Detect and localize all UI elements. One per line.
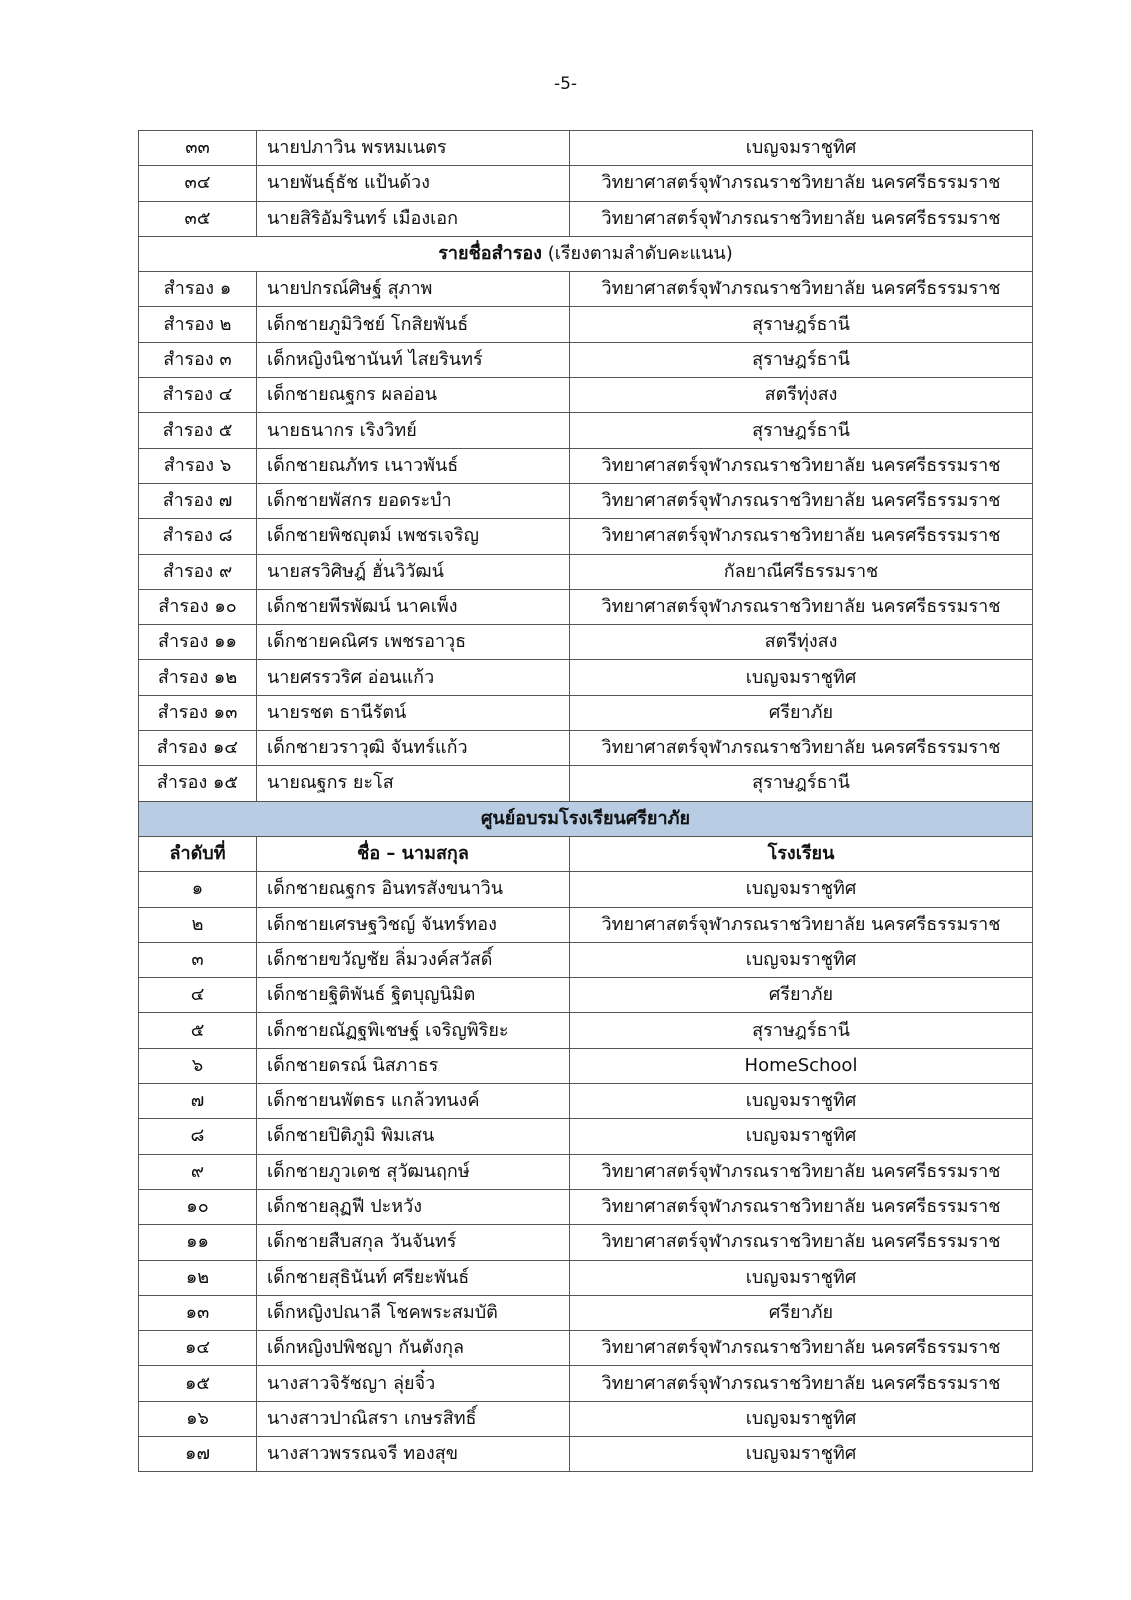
row-number: ๑๓ — [139, 1295, 257, 1330]
column-header-number: ลำดับที่ — [139, 836, 257, 871]
table-row — [139, 907, 1033, 942]
student-name: เด็กชายคณิศร เพชรอาวุธ — [257, 625, 570, 660]
table-row — [139, 942, 1033, 977]
school-name: วิทยาศาสตร์จุฬาภรณราชวิทยาลัย นครศรีธรรมราช — [570, 907, 1033, 942]
student-name: นายสรวิศิษฎ์ ฮั่นวิวัฒน์ — [257, 554, 570, 589]
row-number: สำรอง ๓ — [139, 342, 257, 377]
table-row — [139, 131, 1033, 166]
table-row — [139, 1154, 1033, 1189]
school-name: เบญจมราชูทิศ — [570, 1260, 1033, 1295]
reserve-heading-title: รายชื่อสำรอง — [438, 243, 542, 265]
school-name: ศรียาภัย — [570, 978, 1033, 1013]
row-number: ๓๓ — [139, 131, 257, 166]
student-name: เด็กหญิงปณาลี โชคพระสมบัติ — [257, 1295, 570, 1330]
table-row — [139, 589, 1033, 624]
school-name: วิทยาศาสตร์จุฬาภรณราชวิทยาลัย นครศรีธรรมราช — [570, 448, 1033, 483]
reserve-heading — [139, 236, 1033, 271]
row-number: สำรอง ๑๑ — [139, 625, 257, 660]
row-number: สำรอง ๖ — [139, 448, 257, 483]
student-roster-table — [138, 130, 1033, 1472]
row-number: ๑๒ — [139, 1260, 257, 1295]
school-name: วิทยาศาสตร์จุฬาภรณราชวิทยาลัย นครศรีธรรมราช — [570, 272, 1033, 307]
school-name: วิทยาศาสตร์จุฬาภรณราชวิทยาลัย นครศรีธรรมราช — [570, 201, 1033, 236]
column-header-school: โรงเรียน — [570, 836, 1033, 871]
row-number: ๗ — [139, 1084, 257, 1119]
table-row — [139, 1225, 1033, 1260]
school-name: สตรีทุ่งสง — [570, 625, 1033, 660]
school-name: เบญจมราชูทิศ — [570, 872, 1033, 907]
row-number: ๓๕ — [139, 201, 257, 236]
row-number: ๒ — [139, 907, 257, 942]
school-name: สุราษฎร์ธานี — [570, 413, 1033, 448]
school-name: เบญจมราชูทิศ — [570, 1084, 1033, 1119]
table-row — [139, 731, 1033, 766]
school-name: ศรียาภัย — [570, 695, 1033, 730]
student-name: เด็กชายนพัตธร แกล้วทนงค์ — [257, 1084, 570, 1119]
table-row — [139, 1331, 1033, 1366]
student-name: เด็กหญิงนิชานันท์ ไสยรินทร์ — [257, 342, 570, 377]
school-name: เบญจมราชูทิศ — [570, 660, 1033, 695]
row-number: สำรอง ๑ — [139, 272, 257, 307]
roster-body — [139, 131, 1033, 1472]
row-number: ๑๐ — [139, 1189, 257, 1224]
school-name: วิทยาศาสตร์จุฬาภรณราชวิทยาลัย นครศรีธรรมราช — [570, 1331, 1033, 1366]
row-number: สำรอง ๑๕ — [139, 766, 257, 801]
school-name: สุราษฎร์ธานี — [570, 307, 1033, 342]
student-name: เด็กชายสุธินันท์ ศรียะพันธ์ — [257, 1260, 570, 1295]
student-name: เด็กชายปิติภูมิ พิมเสน — [257, 1119, 570, 1154]
school-name: สุราษฎร์ธานี — [570, 342, 1033, 377]
table-row — [139, 413, 1033, 448]
student-name: นายณฐกร ยะโส — [257, 766, 570, 801]
school-name: สุราษฎร์ธานี — [570, 766, 1033, 801]
table-row — [139, 307, 1033, 342]
table-row — [139, 1436, 1033, 1471]
student-name: เด็กชายณฐกร อินทรสังขนาวิน — [257, 872, 570, 907]
row-number: สำรอง ๒ — [139, 307, 257, 342]
row-number: ๓๔ — [139, 166, 257, 201]
row-number: ๑๖ — [139, 1401, 257, 1436]
student-name: เด็กชายภูมิวิชย์ โกสิยพันธ์ — [257, 307, 570, 342]
table-row — [139, 1401, 1033, 1436]
student-name: เด็กชายดรณ์ นิสภาธร — [257, 1048, 570, 1083]
row-number: สำรอง ๑๒ — [139, 660, 257, 695]
table-row — [139, 483, 1033, 518]
table-row — [139, 519, 1033, 554]
student-name: เด็กชายสืบสกุล วันจันทร์ — [257, 1225, 570, 1260]
student-name: นายธนากร เริงวิทย์ — [257, 413, 570, 448]
school-name: วิทยาศาสตร์จุฬาภรณราชวิทยาลัย นครศรีธรรมราช — [570, 519, 1033, 554]
school-name: วิทยาศาสตร์จุฬาภรณราชวิทยาลัย นครศรีธรรมราช — [570, 1154, 1033, 1189]
school-name: เบญจมราชูทิศ — [570, 1119, 1033, 1154]
student-name: นางสาวปาณิสรา เกษรสิทธิ์ — [257, 1401, 570, 1436]
table-row — [139, 166, 1033, 201]
student-name: นางสาวพรรณจรี ทองสุข — [257, 1436, 570, 1471]
row-number: ๘ — [139, 1119, 257, 1154]
row-number: ๑๑ — [139, 1225, 257, 1260]
student-name: นายสิริอัมรินทร์ เมืองเอก — [257, 201, 570, 236]
row-number: สำรอง ๗ — [139, 483, 257, 518]
student-name: นายรชต ธานีรัตน์ — [257, 695, 570, 730]
row-number: ๕ — [139, 1013, 257, 1048]
row-number: สำรอง ๕ — [139, 413, 257, 448]
school-name: วิทยาศาสตร์จุฬาภรณราชวิทยาลัย นครศรีธรรมราช — [570, 1366, 1033, 1401]
table-row — [139, 1119, 1033, 1154]
row-number: สำรอง ๑๓ — [139, 695, 257, 730]
row-number: ๑ — [139, 872, 257, 907]
row-number: ๑๕ — [139, 1366, 257, 1401]
table-row — [139, 1366, 1033, 1401]
school-name: ศรียาภัย — [570, 1295, 1033, 1330]
reserve-heading-row — [139, 236, 1033, 271]
school-name: วิทยาศาสตร์จุฬาภรณราชวิทยาลัย นครศรีธรรมราช — [570, 731, 1033, 766]
school-name: วิทยาศาสตร์จุฬาภรณราชวิทยาลัย นครศรีธรรมราช — [570, 483, 1033, 518]
table-row — [139, 1084, 1033, 1119]
school-name: กัลยาณีศรีธรรมราช — [570, 554, 1033, 589]
center-heading-row — [139, 801, 1033, 836]
center-title: ศูนย์อบรมโรงเรียนศรียาภัย — [139, 801, 1033, 836]
row-number: ๑๗ — [139, 1436, 257, 1471]
school-name: วิทยาศาสตร์จุฬาภรณราชวิทยาลัย นครศรีธรรมราช — [570, 1225, 1033, 1260]
student-name: เด็กชายณัฏฐพิเชษฐ์ เจริญพิริยะ — [257, 1013, 570, 1048]
table-row — [139, 1013, 1033, 1048]
school-name: สตรีทุ่งสง — [570, 378, 1033, 413]
table-row — [139, 625, 1033, 660]
row-number: ๖ — [139, 1048, 257, 1083]
row-number: สำรอง ๑๔ — [139, 731, 257, 766]
row-number: สำรอง ๙ — [139, 554, 257, 589]
student-name: เด็กชายเศรษฐวิชญ์ จันทร์ทอง — [257, 907, 570, 942]
table-row — [139, 342, 1033, 377]
table-row — [139, 448, 1033, 483]
table-row — [139, 1295, 1033, 1330]
reserve-heading-note: (เรียงตามลำดับคะแนน) — [541, 243, 733, 265]
student-name: นายพันธุ์ธัช แป้นด้วง — [257, 166, 570, 201]
column-header-name: ชื่อ – นามสกุล — [257, 836, 570, 871]
page-number: -5- — [553, 74, 578, 94]
row-number: ๔ — [139, 978, 257, 1013]
school-name: วิทยาศาสตร์จุฬาภรณราชวิทยาลัย นครศรีธรรมราช — [570, 166, 1033, 201]
student-name: นายปกรณ์ศิษฐ์ สุภาพ — [257, 272, 570, 307]
table-row — [139, 272, 1033, 307]
student-name: เด็กชายณฐกร ผลอ่อน — [257, 378, 570, 413]
school-name: HomeSchool — [570, 1048, 1033, 1083]
student-name: นายศรรวริศ อ่อนแก้ว — [257, 660, 570, 695]
school-name: เบญจมราชูทิศ — [570, 942, 1033, 977]
student-name: เด็กชายพีรพัฒน์ นาคเพ็ง — [257, 589, 570, 624]
school-name: วิทยาศาสตร์จุฬาภรณราชวิทยาลัย นครศรีธรรมราช — [570, 1189, 1033, 1224]
school-name: สุราษฎร์ธานี — [570, 1013, 1033, 1048]
row-number: สำรอง ๑๐ — [139, 589, 257, 624]
table-row — [139, 872, 1033, 907]
student-name: เด็กชายวราวุฒิ จันทร์แก้ว — [257, 731, 570, 766]
student-name: เด็กชายภูวเดช สุวัฒนฤกษ์ — [257, 1154, 570, 1189]
student-name: เด็กชายฐิติพันธ์ ฐิตบุญนิมิต — [257, 978, 570, 1013]
row-number: ๙ — [139, 1154, 257, 1189]
row-number: ๓ — [139, 942, 257, 977]
table-row — [139, 554, 1033, 589]
school-name: เบญจมราชูทิศ — [570, 1436, 1033, 1471]
table-row — [139, 766, 1033, 801]
school-name: เบญจมราชูทิศ — [570, 1401, 1033, 1436]
school-name: เบญจมราชูทิศ — [570, 131, 1033, 166]
student-name: เด็กชายขวัญชัย ลิ่มวงค์สวัสดิ์ — [257, 942, 570, 977]
student-name: เด็กชายลุฏฟี ปะหวัง — [257, 1189, 570, 1224]
student-name: เด็กหญิงปพิชญา กันตังกุล — [257, 1331, 570, 1366]
table-row — [139, 978, 1033, 1013]
table-row — [139, 1048, 1033, 1083]
row-number: สำรอง ๔ — [139, 378, 257, 413]
student-name: เด็กชายณภัทร เนาวพันธ์ — [257, 448, 570, 483]
row-number: สำรอง ๘ — [139, 519, 257, 554]
student-name: นายปภาวิน พรหมเนตร — [257, 131, 570, 166]
school-name: วิทยาศาสตร์จุฬาภรณราชวิทยาลัย นครศรีธรรมราช — [570, 589, 1033, 624]
table-row — [139, 695, 1033, 730]
row-number: ๑๔ — [139, 1331, 257, 1366]
table-row — [139, 201, 1033, 236]
student-name: เด็กชายพิชญุตม์ เพชรเจริญ — [257, 519, 570, 554]
table-row — [139, 660, 1033, 695]
table-row — [139, 378, 1033, 413]
table-row — [139, 1260, 1033, 1295]
student-name: เด็กชายพัสกร ยอดระบำ — [257, 483, 570, 518]
column-header-row — [139, 836, 1033, 871]
student-name: นางสาวจิรัชญา ลุ่ยจิ๋ว — [257, 1366, 570, 1401]
table-row — [139, 1189, 1033, 1224]
